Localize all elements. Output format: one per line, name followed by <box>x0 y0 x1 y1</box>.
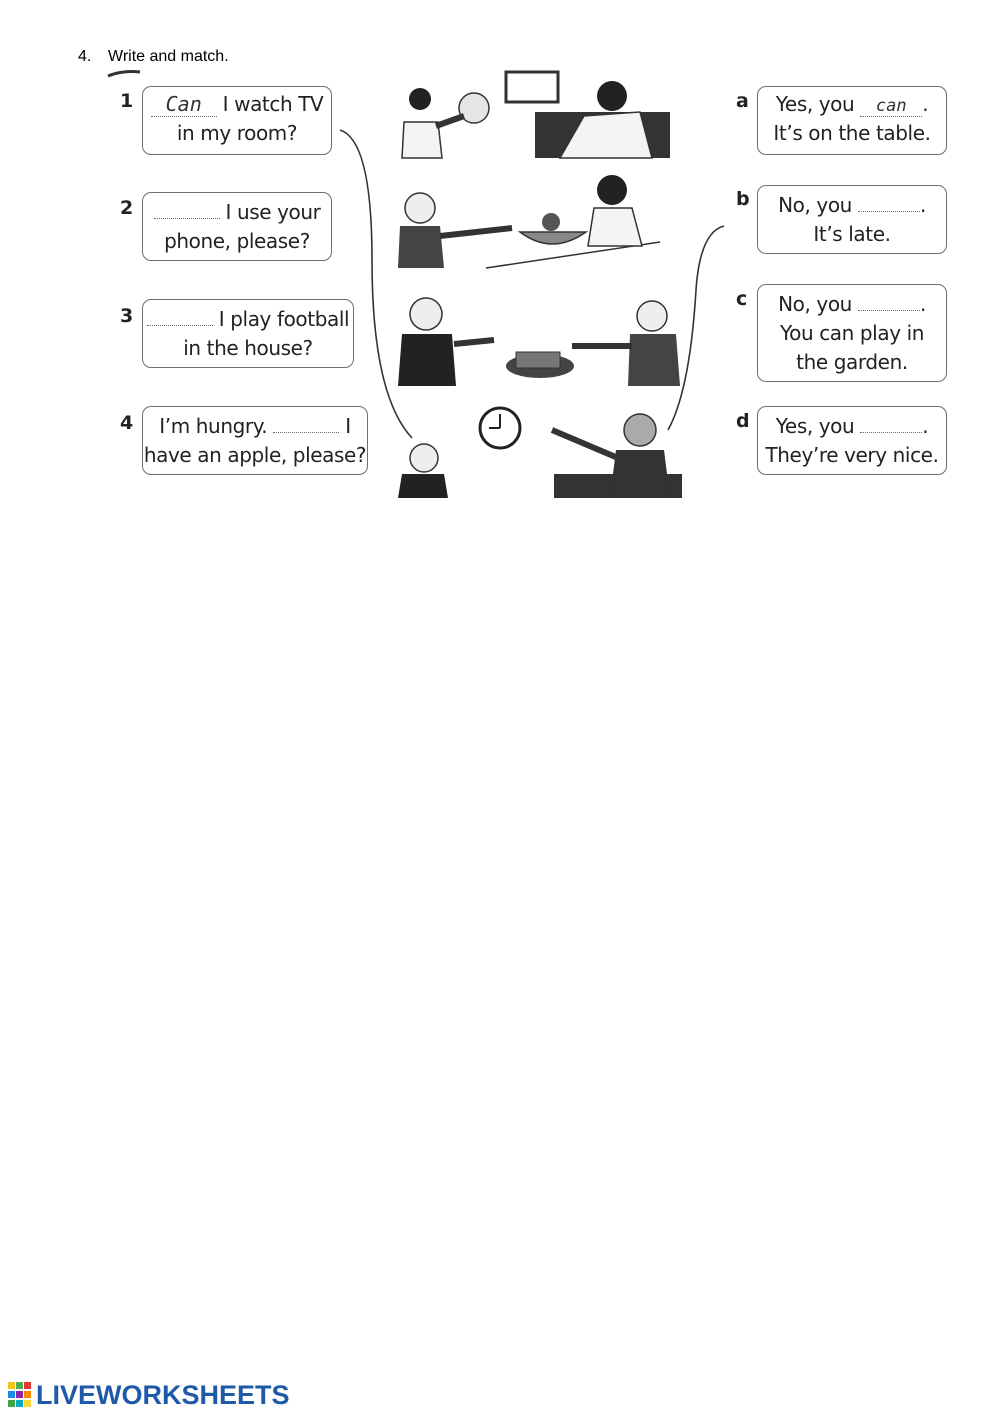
answer-bubble-c: No, you . You can play in the garden. <box>757 284 947 382</box>
question-number-2: 2 <box>120 197 134 219</box>
exercise-number: 4. <box>78 48 92 65</box>
answer-blank-1[interactable]: Can <box>151 94 217 117</box>
answer-text: No, you <box>778 193 852 217</box>
question-text: phone, please? <box>164 229 310 253</box>
answer-blank-a[interactable]: can <box>860 94 922 117</box>
scene-boy-ball-man <box>402 72 670 158</box>
answer-letter-b: b <box>736 188 750 210</box>
liveworksheets-logo-icon <box>8 1382 32 1408</box>
question-bubble-3 <box>142 299 354 368</box>
answer-blank-2[interactable] <box>154 196 220 219</box>
question-number-4: 4 <box>120 412 134 434</box>
match-line-2 <box>668 226 724 430</box>
answer-letter-c: c <box>736 288 748 310</box>
scene-boy-phone-woman <box>398 298 680 386</box>
question-number-3: 3 <box>120 305 134 327</box>
answer-blank-4[interactable] <box>273 410 339 433</box>
answer-text: Yes, you <box>775 92 855 116</box>
answer-text: Yes, you <box>775 414 855 438</box>
answer-blank-b[interactable] <box>858 189 920 212</box>
answer-bubble-b: No, you . It’s late. <box>757 185 947 254</box>
answer-bubble-a: Yes, you can . It’s on the table. <box>757 86 947 155</box>
exercise-instruction: Write and match. <box>108 48 229 65</box>
logo-text: LIVEWORKSHEETS <box>36 1379 290 1410</box>
question-number-1: 1 <box>120 90 134 112</box>
question-text: I play football <box>218 307 350 331</box>
question-text: I use your <box>225 200 321 224</box>
liveworksheets-logo <box>8 1380 290 1410</box>
question-bubble-1 <box>142 86 332 155</box>
match-line-1 <box>340 130 412 438</box>
answer-letter-d: d <box>736 410 750 432</box>
answer-letter-a: a <box>736 90 749 112</box>
question-text: I <box>345 414 351 438</box>
answer-text: the garden. <box>796 350 908 374</box>
answer-text: No, you <box>778 292 852 316</box>
answer-blank-d[interactable] <box>860 410 922 433</box>
question-text: I’m hungry. <box>159 414 268 438</box>
answer-bubble-d: Yes, you . They’re very nice. <box>757 406 947 475</box>
answer-text: They’re very nice. <box>765 443 939 467</box>
question-text: in my room? <box>176 121 298 145</box>
question-text: in the house? <box>183 336 313 360</box>
question-bubble-2 <box>142 192 332 261</box>
answer-text: It’s late. <box>813 222 891 246</box>
question-text: have an apple, please? <box>143 443 367 467</box>
answer-blank-c[interactable] <box>858 288 920 311</box>
scene-girl-fruit-woman <box>398 175 660 268</box>
question-bubble-4 <box>142 406 368 475</box>
answer-text: It’s on the table. <box>773 121 931 145</box>
question-text: I watch TV <box>222 92 324 116</box>
answer-text: You can play in <box>779 321 925 345</box>
scene-girl-clock-woman <box>398 408 682 498</box>
answer-blank-3[interactable] <box>147 303 213 326</box>
